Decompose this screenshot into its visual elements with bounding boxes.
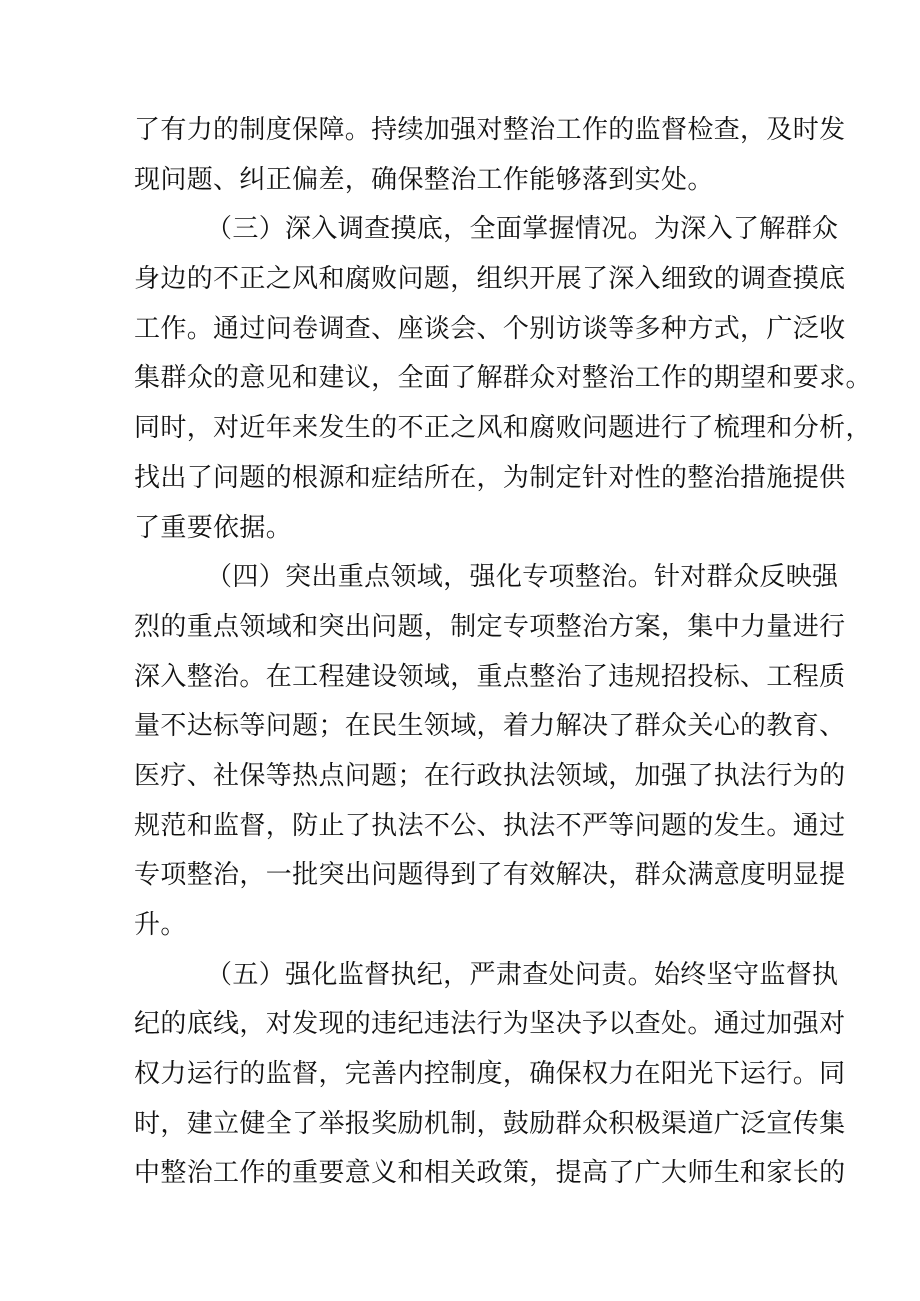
text-line: 专项整治，一批突出问题得到了有效解决，群众满意度明显提 <box>134 860 846 891</box>
text-line: 中整治工作的重要意义和相关政策，提高了广大师生和家长的 <box>134 1158 846 1189</box>
text-line: 身边的不正之风和腐败问题，组织开展了深入细致的调查摸底 <box>134 264 846 295</box>
document-body <box>134 106 872 1199</box>
text-line: 了重要依据。 <box>134 512 293 543</box>
text-line: 量不达标等问题；在民生领域，着力解决了群众关心的教育、 <box>134 711 846 742</box>
text-line: 深入整治。在工程建设领域，重点整治了违规招投标、工程质 <box>134 661 846 692</box>
text-line: 升。 <box>134 910 187 940</box>
text-line: 找出了问题的根源和症结所在，为制定针对性的整治措施提供 <box>134 462 846 493</box>
text-line: 了有力的制度保障。持续加强对整治工作的监督检查，及时发 <box>134 115 846 145</box>
text-line: 时，建立健全了举报奖励机制，鼓励群众积极渠道广泛宣传集 <box>134 1108 846 1139</box>
text-line: 纪的底线，对发现的违纪违法行为坚决予以查处。通过加强对 <box>134 1009 846 1040</box>
text-line: 烈的重点领域和突出问题，制定专项整治方案，集中力量进行 <box>134 611 846 642</box>
section-heading-line: （四）突出重点领域，强化专项整治。针对群众反映强 <box>206 562 839 593</box>
text-line: 同时，对近年来发生的不正之风和腐败问题进行了梳理和分析， <box>134 413 872 444</box>
text-line: 现问题、纠正偏差，确保整治工作能够落到实处。 <box>134 164 714 195</box>
text-line: 权力运行的监督，完善内控制度，确保权力在阳光下运行。同 <box>134 1059 846 1090</box>
text-line: 医疗、社保等热点问题；在行政执法领域，加强了执法行为的 <box>134 760 846 791</box>
text-line: 工作。通过问卷调查、座谈会、个别访谈等多种方式，广泛收 <box>134 313 846 344</box>
text-line: 规范和监督，防止了执法不公、执法不严等问题的发生。通过 <box>134 810 846 841</box>
text-line: 集群众的意见和建议，全面了解群众对整治工作的期望和要求。 <box>134 363 872 394</box>
section-heading-line: （三）深入调查摸底，全面掌握情况。为深入了解群众 <box>206 214 839 245</box>
section-heading-line: （五）强化监督执纪，严肃查处问责。始终坚守监督执 <box>206 959 839 990</box>
